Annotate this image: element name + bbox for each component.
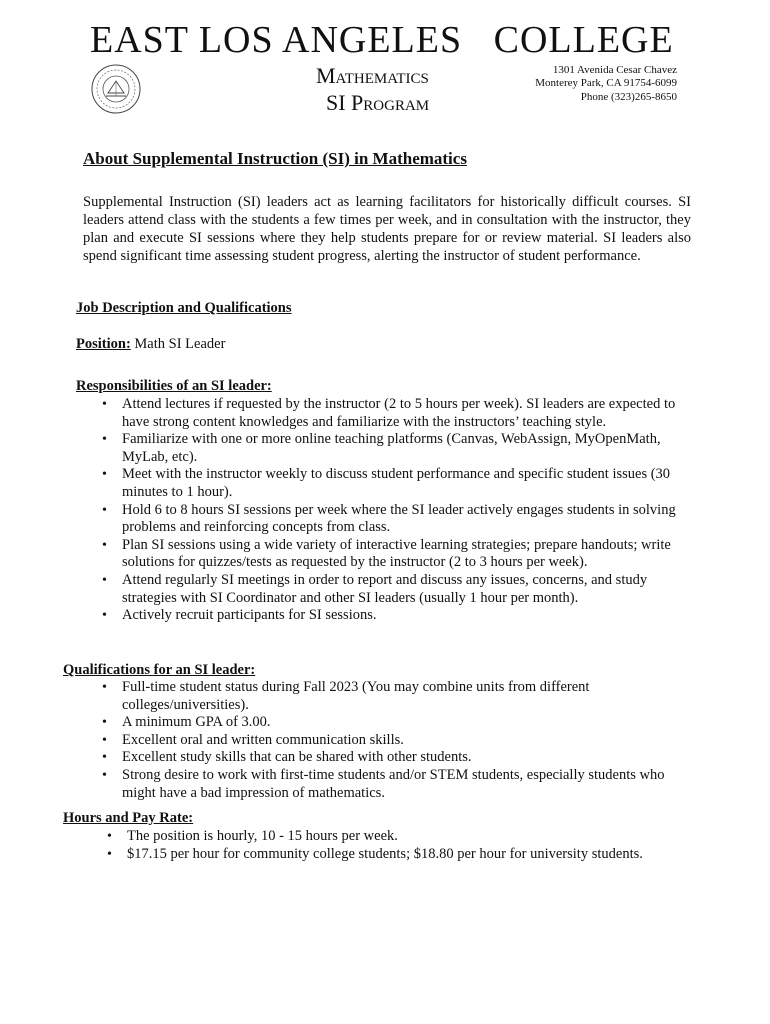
address-city: Monterey Park, CA 91754-6099	[535, 77, 677, 89]
address-street: 1301 Avenida Cesar Chavez	[552, 64, 677, 76]
about-heading: About Supplemental Instruction (SI) in Mathematics	[83, 149, 467, 168]
position-line	[76, 336, 225, 353]
bullet-icon: •	[102, 750, 107, 766]
list-item: • Attend regularly SI meetings in order to report and discuss any issues, concerns, and study strategies with SI Coordinator and other SI leaders (usually 1 hour per month).	[102, 571, 648, 606]
department-name: Mathematics	[316, 63, 429, 88]
college-title: EAST LOS ANGELES COLLEGE	[90, 19, 674, 61]
address-phone: Phone (323)265-8650	[580, 91, 677, 103]
responsibilities-heading: Responsibilities of an SI leader:	[76, 378, 272, 394]
pay-heading: Hours and Pay Rate:	[63, 810, 194, 826]
list-item: • $17.15 per hour for community college students; $18.80 per hour for university students.	[107, 845, 643, 862]
list-item: • Meet with the instructor weekly to discuss student performance and specific student issues (30 minutes to 1 hour).	[102, 466, 671, 500]
bullet-icon: •	[107, 846, 112, 862]
list-item: • Full-time student status during Fall 2023 (You may combine units from different colleges/universities).	[102, 679, 590, 713]
list-item: • A minimum GPA of 3.00.	[102, 714, 271, 731]
list-item: • Plan SI sessions using a wide variety of interactive learning strategies; prepare handouts; write solutions for quizzes/tests as requested by the instructor (2 to 3 hours per week).	[102, 536, 671, 571]
bullet-icon: •	[102, 608, 107, 624]
bullet-icon: •	[102, 715, 107, 731]
bullet-icon: •	[102, 767, 107, 783]
list-item: • Familiarize with one or more online teaching platforms (Canvas, WebAssign, MyOpenMath, MyLab, etc).	[102, 431, 661, 465]
bullet-icon: •	[102, 572, 107, 588]
about-paragraph: Supplemental Instruction (SI) leaders act as learning facilitators for historically difficult courses. SI leaders attend class with the students a few times per week, and in consultation with the instructor, they plan and execute SI sessions where they help students prepare for or review material. SI leaders also spend significant time assessing student progress, alerting the instructor of student performance.	[83, 194, 691, 264]
bullet-icon: •	[102, 537, 107, 553]
program-name: SI Program	[326, 90, 430, 115]
qualifications-list	[102, 679, 692, 802]
list-item: • Excellent study skills that can be shared with other students.	[102, 749, 472, 766]
bullet-icon: •	[102, 732, 107, 748]
college-seal-icon	[90, 63, 142, 115]
list-item: • Attend lectures if requested by the instructor (2 to 5 hours per week). SI leaders are expected to have strong content knowledges and familiarize with the instructors’ teaching style.	[102, 396, 676, 430]
bullet-icon: •	[102, 397, 107, 412]
bullet-icon: •	[102, 680, 107, 695]
position-label: Position:	[76, 336, 131, 352]
list-item: • Hold 6 to 8 hours SI sessions per week where the SI leader actively engages students in solving problems and reinforcing concepts from class.	[102, 501, 676, 536]
bullet-icon: •	[107, 829, 112, 844]
list-item: • Excellent oral and written communication skills.	[102, 731, 404, 748]
pay-list	[107, 828, 727, 863]
qualifications-heading: Qualifications for an SI leader:	[63, 662, 256, 678]
job-heading: Job Description and Qualifications	[76, 300, 292, 316]
bullet-icon: •	[102, 502, 107, 518]
bullet-icon: •	[102, 467, 107, 483]
position-value: Math SI Leader	[130, 336, 226, 352]
list-item: • Actively recruit participants for SI sessions.	[102, 607, 377, 624]
bullet-icon: •	[102, 432, 107, 448]
list-item: • The position is hourly, 10 - 15 hours per week.	[107, 828, 398, 844]
list-item: • Strong desire to work with first-time students and/or STEM students, especially students who might have a bad impression of mathematics.	[102, 766, 665, 801]
responsibilities-list	[102, 396, 697, 625]
